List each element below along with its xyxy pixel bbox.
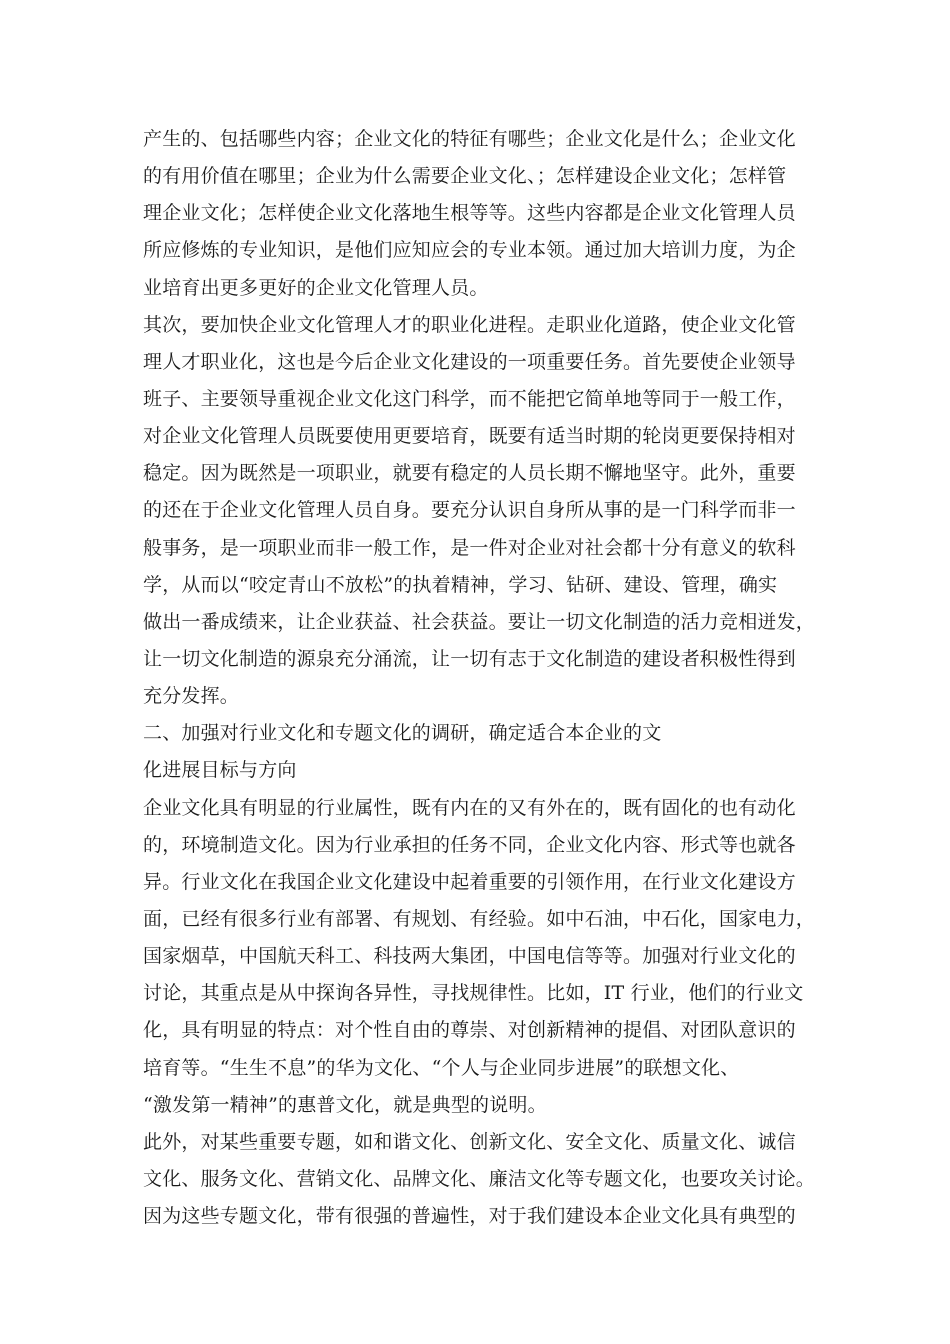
text-line: 班子、主要领导重视企业文化这门科学，而不能把它简单地等同于一般工作， — [143, 387, 796, 410]
text-line: 做出一番成绩来，让企业获益、社会获益。要让一切文化制造的活力竞相迸发， — [143, 610, 816, 633]
text-line: 充分发挥。 — [143, 685, 240, 708]
text-line: 面，已经有很多行业有部署、有规划、有经验。如中石油，中石化，国家电力， — [143, 907, 816, 930]
text-line: 的还在于企业文化管理人员自身。要充分认识自身所从事的是一门科学而非一 — [143, 499, 796, 522]
text-line: 的有用价值在哪里；企业为什么需要企业文化、；怎样建设企业文化；怎样管 — [143, 165, 787, 188]
text-line: 文化、服务文化、营销文化、品牌文化、廉洁文化等专题文化，也要攻关讨论。 — [143, 1167, 816, 1190]
text-line: 因为这些专题文化，带有很强的普遍性，对于我们建设本企业文化具有典型的 — [143, 1205, 796, 1228]
section-heading-line: 化进展目标与方向 — [143, 759, 297, 782]
text-line: 讨论，其重点是从中探询各异性，寻找规律性。比如，IT 行业，他们的行业文 — [143, 982, 804, 1005]
text-line: 其次，要加快企业文化管理人才的职业化进程。走职业化道路，使企业文化管 — [143, 313, 796, 336]
text-line: “激发第一精神”的惠普文化，就是典型的说明。 — [143, 1093, 547, 1116]
text-line: 让一切文化制造的源泉充分涌流，让一切有志于文化制造的建设者积极性得到 — [143, 647, 796, 670]
text-line: 异。行业文化在我国企业文化建设中起着重要的引领作用，在行业文化建设方 — [143, 870, 796, 893]
text-line: 理企业文化；怎样使企业文化落地生根等等。这些内容都是企业文化管理人员 — [143, 202, 796, 225]
text-line: 培育等。“生生不息”的华为文化、“个人与企业同步进展”的联想文化、 — [143, 1056, 740, 1079]
text-line: 般事务，是一项职业而非一般工作，是一件对企业对社会都十分有意义的软科 — [143, 536, 796, 559]
text-line: 业培育出更多更好的企业文化管理人员。 — [143, 276, 489, 299]
body-text — [143, 121, 823, 1235]
text-line: 化，具有明显的特点：对个性自由的尊崇、对创新精神的提倡、对团队意识的 — [143, 1019, 796, 1042]
text-line: 国家烟草，中国航天科工、科技两大集团，中国电信等等。加强对行业文化的 — [143, 945, 796, 968]
section-heading-line: 二、加强对行业文化和专题文化的调研，确定适合本企业的文 — [143, 722, 662, 745]
text-line: 所应修炼的专业知识，是他们应知应会的专业本领。通过加大培训力度，为企 — [143, 239, 796, 262]
text-line: 的，环境制造文化。因为行业承担的任务不同，企业文化内容、形式等也就各 — [143, 833, 796, 856]
text-line: 学，从而以“咬定青山不放松”的执着精神，学习、钻研、建设、管理，确实 — [143, 573, 778, 596]
text-line: 对企业文化管理人员既要使用更要培育，既要有适当时期的轮岗更要保持相对 — [143, 425, 796, 448]
text-line: 企业文化具有明显的行业属性，既有内在的又有外在的，既有固化的也有动化 — [143, 796, 796, 819]
text-line: 稳定。因为既然是一项职业，就要有稳定的人员长期不懈地坚守。此外，重要 — [143, 462, 796, 485]
text-line: 理人才职业化，这也是今后企业文化建设的一项重要任务。首先要使企业领导 — [143, 350, 796, 373]
text-line: 此外，对某些重要专题，如和谐文化、创新文化、安全文化、质量文化、诚信 — [143, 1130, 796, 1153]
text-line: 产生的、包括哪些内容；企业文化的特征有哪些；企业文化是什么；企业文化 — [143, 128, 796, 150]
